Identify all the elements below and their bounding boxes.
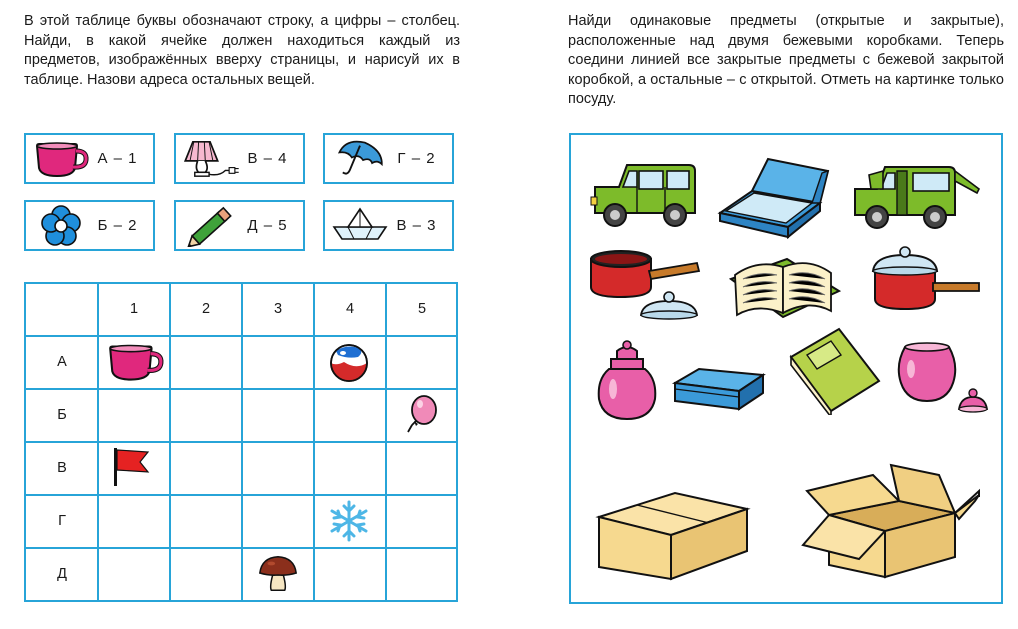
left-instructions: В этой таблице буквы обозначают строку, а цифры – столбец. Найди, в какой ячейке должен находиться каждый из предметов, изображённых вверху страницы, и нарисуй их в таблице. Назови адреса остальных вещей.	[24, 13, 460, 88]
coordinate-table	[24, 282, 458, 602]
card-code: Г – 2	[397, 150, 436, 167]
column-header-3: 3	[273, 301, 283, 317]
pencil-icon	[180, 205, 242, 247]
card-code: Б – 2	[97, 217, 138, 234]
row-header-a: А	[57, 354, 67, 370]
right-instructions: Найди одинаковые предметы (открытые и закрытые), расположенные над двумя бежевыми коробками. Теперь соедини линией все закрытые предметы с бежевой закрытой коробкой, а остальные – с открытой. Отметь на картинке только посуду.	[568, 13, 1004, 107]
open-book-icon	[727, 247, 843, 333]
table-grid-lines	[26, 284, 456, 600]
column-header-4: 4	[345, 301, 355, 317]
card-flower	[24, 200, 155, 251]
card-cup	[24, 133, 155, 184]
ball-icon	[326, 340, 372, 386]
box-open-blue-icon	[716, 155, 834, 241]
pot-open-icon	[585, 245, 713, 327]
beige-box-open-icon	[799, 461, 983, 581]
pot-closed-icon	[869, 243, 985, 319]
card-code: Д – 5	[247, 217, 288, 234]
flag-icon	[108, 444, 154, 490]
mushroom-icon	[256, 552, 300, 596]
umbrella-icon	[329, 138, 391, 180]
flower-icon	[30, 205, 92, 247]
jar-closed-icon	[595, 339, 659, 425]
snowflake-icon	[326, 498, 372, 544]
card-lamp	[174, 133, 305, 184]
card-pencil	[174, 200, 305, 251]
card-code: А – 1	[97, 150, 138, 167]
card-code: В – 3	[396, 217, 437, 234]
lamp-icon	[180, 138, 242, 180]
cup-icon	[30, 138, 92, 180]
row-header-v: В	[57, 460, 67, 476]
cup-icon	[104, 340, 166, 384]
row-header-d: Д	[57, 566, 67, 582]
balloon-icon	[398, 392, 444, 438]
jar-open-icon	[895, 339, 995, 419]
beige-box-closed-icon	[595, 487, 755, 583]
objects-scene	[569, 133, 1003, 604]
row-header-b: Б	[57, 407, 67, 423]
column-header-5: 5	[417, 301, 427, 317]
row-header-g: Г	[58, 513, 66, 529]
car-open-icon	[849, 155, 985, 231]
column-header-2: 2	[201, 301, 211, 317]
car-closed-icon	[589, 157, 701, 229]
column-header-1: 1	[129, 301, 139, 317]
card-umbrella	[323, 133, 454, 184]
closed-book-icon	[785, 325, 885, 415]
paper-boat-icon	[329, 205, 391, 247]
box-closed-blue-icon	[671, 365, 767, 419]
card-code: В – 4	[247, 150, 288, 167]
card-boat	[323, 200, 454, 251]
